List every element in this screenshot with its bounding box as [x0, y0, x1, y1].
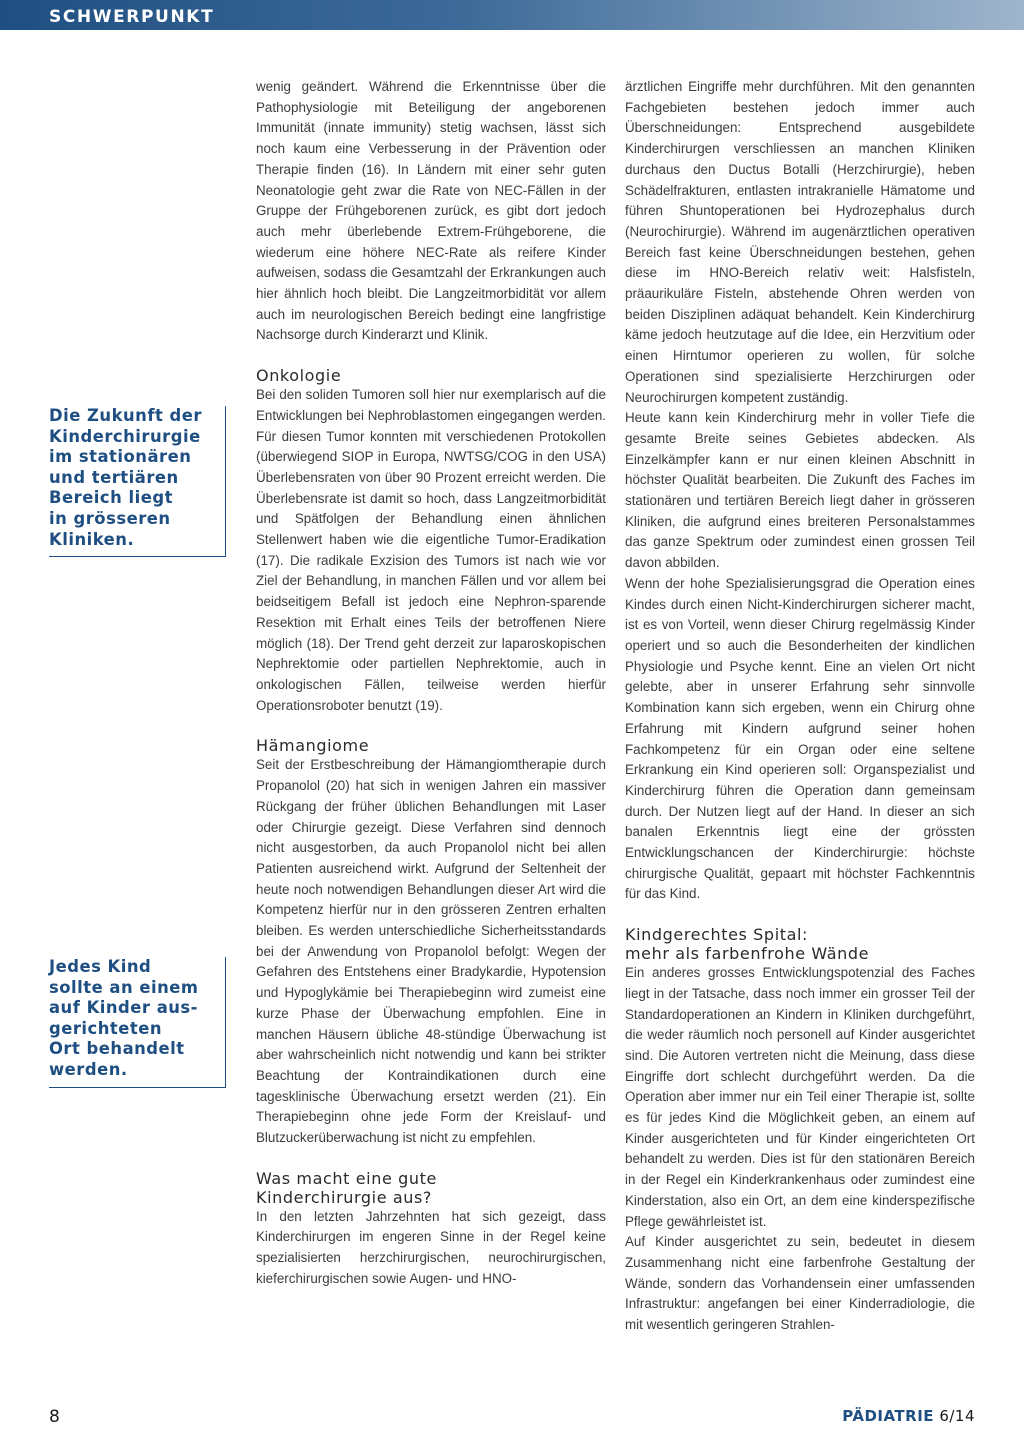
- body-paragraph: ärztlichen Eingriffe mehr durchführen. Mit den genannten Fachgebieten bestehen jedoch immer auch Überschneidungen: Entsprechend ausgebildete Kinderchirurgen verschliessen an manchen Kliniken durchaus den Ductus Botalli (Herzchirurgie), heben Schädelfrakturen, entlasten intrakranielle Hämatome und führen Shuntoperationen bei Hydrozephalus durch (Neurochirurgie). Während im augenärztlichen operativen Bereich fast keine Überschneidungen bestehen, gehen diese im HNO-Bereich relativ weit: Halsfisteln, präaurikuläre Fisteln, abstehende Ohren werden von beiden Disziplinen adäquat behandelt. Kein Kinderchirurg käme jedoch heutzutage auf die Idee, ein Herzvitium oder einen Hirntumor operieren zu wollen, für solche Operationen sind spezialisierte Herzchirurgen oder Neurochirurgen kompetent zuständig.: [625, 79, 975, 405]
- middle-text-column: [256, 77, 606, 1290]
- body-paragraph: Heute kann kein Kinderchirurg mehr in voller Tiefe die gesamte Breite seines Gebietes abdecken. Als Einzelkämpfer kann er nur einen kleinen Abschnitt in höchster Qualität bearbeiten. Die Zukunft des Faches im stationären und tertiären Bereich liegt daher in grösseren Kliniken, die aufgrund eines breiteren Personalstammes das ganze Spektrum oder zumindest einen grossen Teil davon abbilden.: [625, 410, 975, 571]
- body-paragraph: wenig geändert. Während die Erkenntnisse über die Pathophysiologie mit Beteiligung der angeborenen Immunität (innate immunity) stetig wachsen, lässt sich noch kaum eine Verbesserung in der Prävention oder Therapie finden (16). In Ländern mit einer sehr guten Neonatologie geht zwar die Rate von NEC-Fällen in der Gruppe der Frühgeborenen zurück, es gibt dort jedoch auch mehr überlebende Extrem-Frühgeborene, die wiederum eine höhere NEC-Rate als reifere Kinder aufweisen, sodass die Gesamtzahl der Erkrankungen auch hier ähnlich hoch bleibt. Die Langzeitmorbidität vor allem auch im neurologischen Bereich bedingt eine langfristige Nachsorge durch Kinderarzt und Klinik.: [256, 79, 606, 343]
- heading-line: Was macht eine gute: [256, 1168, 437, 1188]
- pull-quote-future: [49, 406, 226, 557]
- section-heading-kindgerechtes-spital: [625, 925, 975, 963]
- heading-line: Kindgerechtes Spital:: [625, 925, 809, 945]
- body-paragraph: Wenn der hohe Spezialisierungsgrad die Operation eines Kindes durch einen Nicht-Kinderchirurgen sicherer macht, ist es von Vorteil, wenn dieser Chirurg regelmässig Kinder operiert und so auch die Besonderheiten der kindlichen Physiologie und Psyche kennt. Eine an vielen Ort nicht gelebte, aber in unserer Erfahrung sehr sinnvolle Kombination kann sich ergeben, wenn ein Chirurg ohne Erfahrung mit Kindern aufgrund seiner hohen Fachkompetenz für ein Organ oder eine seltene Erkrankung ein Kind operieren soll: Organspezialist und Kinderchirurg führen die Operation dann gemeinsam durch. Der Nutzen liegt auf der Hand. In dieser an sich banalen Erkenntnis liegt eine der grössten Entwicklungschancen der Kinderchirurgie: höchste chirurgische Qualität, gepaart mit höchster Fachkenntnis für das Kind.: [625, 575, 975, 902]
- body-paragraph: Ein anderes grosses Entwicklungspotenzial des Faches liegt in der Tatsache, dass noch immer ein grosser Teil der Standardoperationen an Kindern in Kliniken durchgeführt, die weder räumlich noch personell auf Kinder ausgerichtet sind. Die Autoren vertreten nicht die Meinung, dass diese Eingriffe dort schlecht durchgeführt werden. Da die Operation aber immer nur ein Teil einer Therapie ist, sollte es für jedes Kind die Möglichkeit geben, an einem auf Kinder ausgerichteten und für Kinder eingerichteten Ort behandelt zu werden. Dies ist für den stationären Bereich in der Regel ein Kinderkrankenhaus oder zumindest eine Kinderstation, also ein Ort, an dem eine kinderspezifische Pflege gewährleistet ist.: [625, 965, 975, 1229]
- body-paragraph: Seit der Erstbeschreibung der Hämangiomtherapie durch Propanolol (20) hat sich in wenigen Jahren ein massiver Rückgang der früher üblichen Behandlungen mit Laser oder Chirurgie gezeigt. Diese Verfahren sind dennoch nicht ausgestorben, da auch Propanolol nicht bei allen Patienten ausreichend wirkt. Aufgrund der Seltenheit der heute noch notwendigen Behandlungen dieser Art wird die Kompetenz hierfür nur in den grösseren Zentren erhalten bleiben. Es werden unterschiedliche Sicherheitsstandards bei der Anwendung von Propanolol befolgt: Wegen der Gefahren des Entstehens einer Bradykardie, Hypotension und Hypoglykämie bei Therapiebeginn wird zumeist eine kurze Phase der Überwachung empfohlen. Eine in manchen Häusern übliche 48-stündige Überwachung ist aber wahrscheinlich nicht notwendig und kann bei strikter Beachtung der Kontraindikationen durch eine tagesklinische Überwachung ersetzt werden (21). Ein Therapiebeginn ohne jede Form der Kreislauf- und Blutzuckerüberwachung ist nicht zu empfehlen.: [256, 757, 606, 1146]
- body-paragraph: Bei den soliden Tumoren soll hier nur exemplarisch auf die Entwicklungen bei Nephroblastomen eingegangen werden. Für diesen Tumor konnten mit verschiedenen Protokollen (überwiegend SIOP in Europa, NWTSG/COG in den USA) Überlebensraten von über 90 Prozent erreicht werden. Die Überlebensrate ist damit so hoch, dass Langzeitmorbidität und Spätfolgen der Behandlung einen ähnlichen Stellenwert haben wie die eigentliche Tumor-Eradikation (17). Die radikale Exzision des Tumors ist nach wie vor Ziel der Behandlung, in manchen Fällen und vor allem bei beidseitigem Befall ist jedoch eine Nephron-sparende Resektion mit Erhalt eines Teils der betroffenen Niere möglich (18). Der Trend geht derzeit zur laparoskopischen Nephrektomie oder partiellen Nephrektomie, auch in onkologischen Fällen, teilweise werden hierfür Operationsroboter benutzt (19).: [256, 387, 606, 713]
- pull-quote-line: auf Kinder aus-: [49, 998, 198, 1018]
- journal-footer: [842, 1407, 975, 1425]
- journal-name: PÄDIATRIE: [842, 1407, 935, 1425]
- pull-quote-line: Die Zukunft der: [49, 406, 202, 425]
- right-text-column: [625, 77, 975, 1336]
- pull-quote-line: Ort behandelt: [49, 1039, 185, 1059]
- pull-quote-line: sollte an einem: [49, 977, 199, 997]
- page-number: 8: [49, 1407, 60, 1427]
- body-paragraph: Auf Kinder ausgerichtet zu sein, bedeutet in diesem Zusammenhang nicht eine farbenfrohe Gestaltung der Wände, sondern das Vorhandensein einer umfassenden Infrastruktur: angefangen bei einer Kinderradiologie, die mit wesentlich geringeren Strahlen-: [625, 1234, 975, 1333]
- heading-line: Kinderchirurgie aus?: [256, 1187, 433, 1207]
- pull-quote-line: Bereich liegt: [49, 488, 173, 508]
- pull-quote-line: werden.: [49, 1059, 128, 1079]
- section-heading-onkologie: Onkologie: [256, 366, 342, 386]
- pull-quote-line: Kinderchirurgie: [49, 426, 201, 446]
- section-label: SCHWERPUNKT: [49, 7, 215, 27]
- section-heading-gute-kinderchirurgie: [256, 1169, 606, 1207]
- heading-line: mehr als farbenfrohe Wände: [625, 944, 870, 964]
- pull-quote-line: Jedes Kind: [49, 957, 152, 976]
- pull-quote-line: und tertiären: [49, 467, 179, 487]
- pull-quote-every-child: [49, 957, 226, 1088]
- pull-quote-line: im stationären: [49, 447, 192, 467]
- section-header-bar: [0, 0, 1024, 30]
- pull-quote-line: Kliniken.: [49, 529, 135, 549]
- pull-quote-line: in grösseren: [49, 508, 171, 528]
- pull-quote-line: gerichteten: [49, 1018, 163, 1038]
- section-heading-haemangiome: Hämangiome: [256, 736, 370, 756]
- body-paragraph: In den letzten Jahrzehnten hat sich gezeigt, dass Kinderchirurgen im engeren Sinne in der Regel keine spezialisierten herzchirurgischen, neurochirurgischen, kieferchirurgischen sowie Augen- und HNO-: [256, 1208, 606, 1286]
- journal-issue: 6/14: [939, 1407, 975, 1425]
